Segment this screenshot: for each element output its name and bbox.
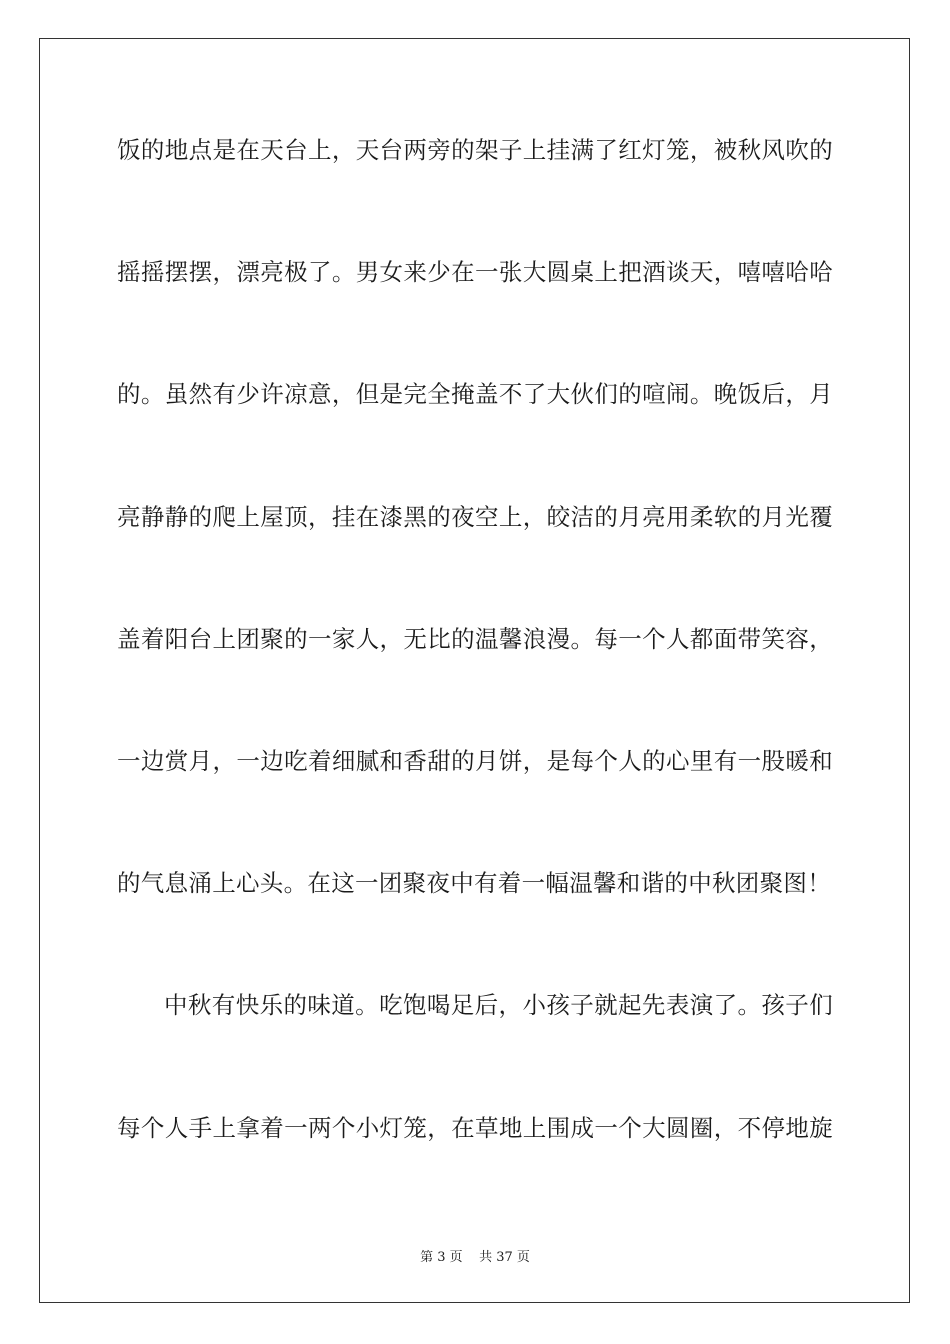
text-line: 亮静静的爬上屋顶，挂在漆黑的夜空上，皎洁的月亮用柔软的月光覆 <box>117 502 833 531</box>
text-line: 饭的地点是在天台上，天台两旁的架子上挂满了红灯笼，被秋风吹的 <box>117 136 833 164</box>
text-line: 盖着阳台上团聚的一家人，无比的温馨浪漫。每一个人都面带笑容， <box>117 624 833 653</box>
text-line: 的。虽然有少许凉意，但是完全掩盖不了大伙们的喧闹。晚饭后，月 <box>117 380 833 409</box>
text-line: 每个人手上拿着一两个小灯笼，在草地上围成一个大圆圈，不停地旋 <box>117 1113 833 1142</box>
text-line: 一边赏月，一边吃着细腻和香甜的月饼，是每个人的心里有一股暖和 <box>117 746 833 775</box>
paragraph-first-line: 中秋有快乐的味道。吃饱喝足后，小孩子就起先表演了。孩子们 <box>164 991 833 1020</box>
text-line: 摇摇摆摆，漂亮极了。男女来少在一张大圆桌上把酒谈天，嘻嘻哈哈 <box>117 258 833 287</box>
text-line: 的气息涌上心头。在这一团聚夜中有着一幅温馨和谐的中秋团聚图！ <box>117 869 831 898</box>
document-body <box>117 126 833 1226</box>
page-number-footer: 第 3 页 共 37 页 <box>420 1250 530 1265</box>
